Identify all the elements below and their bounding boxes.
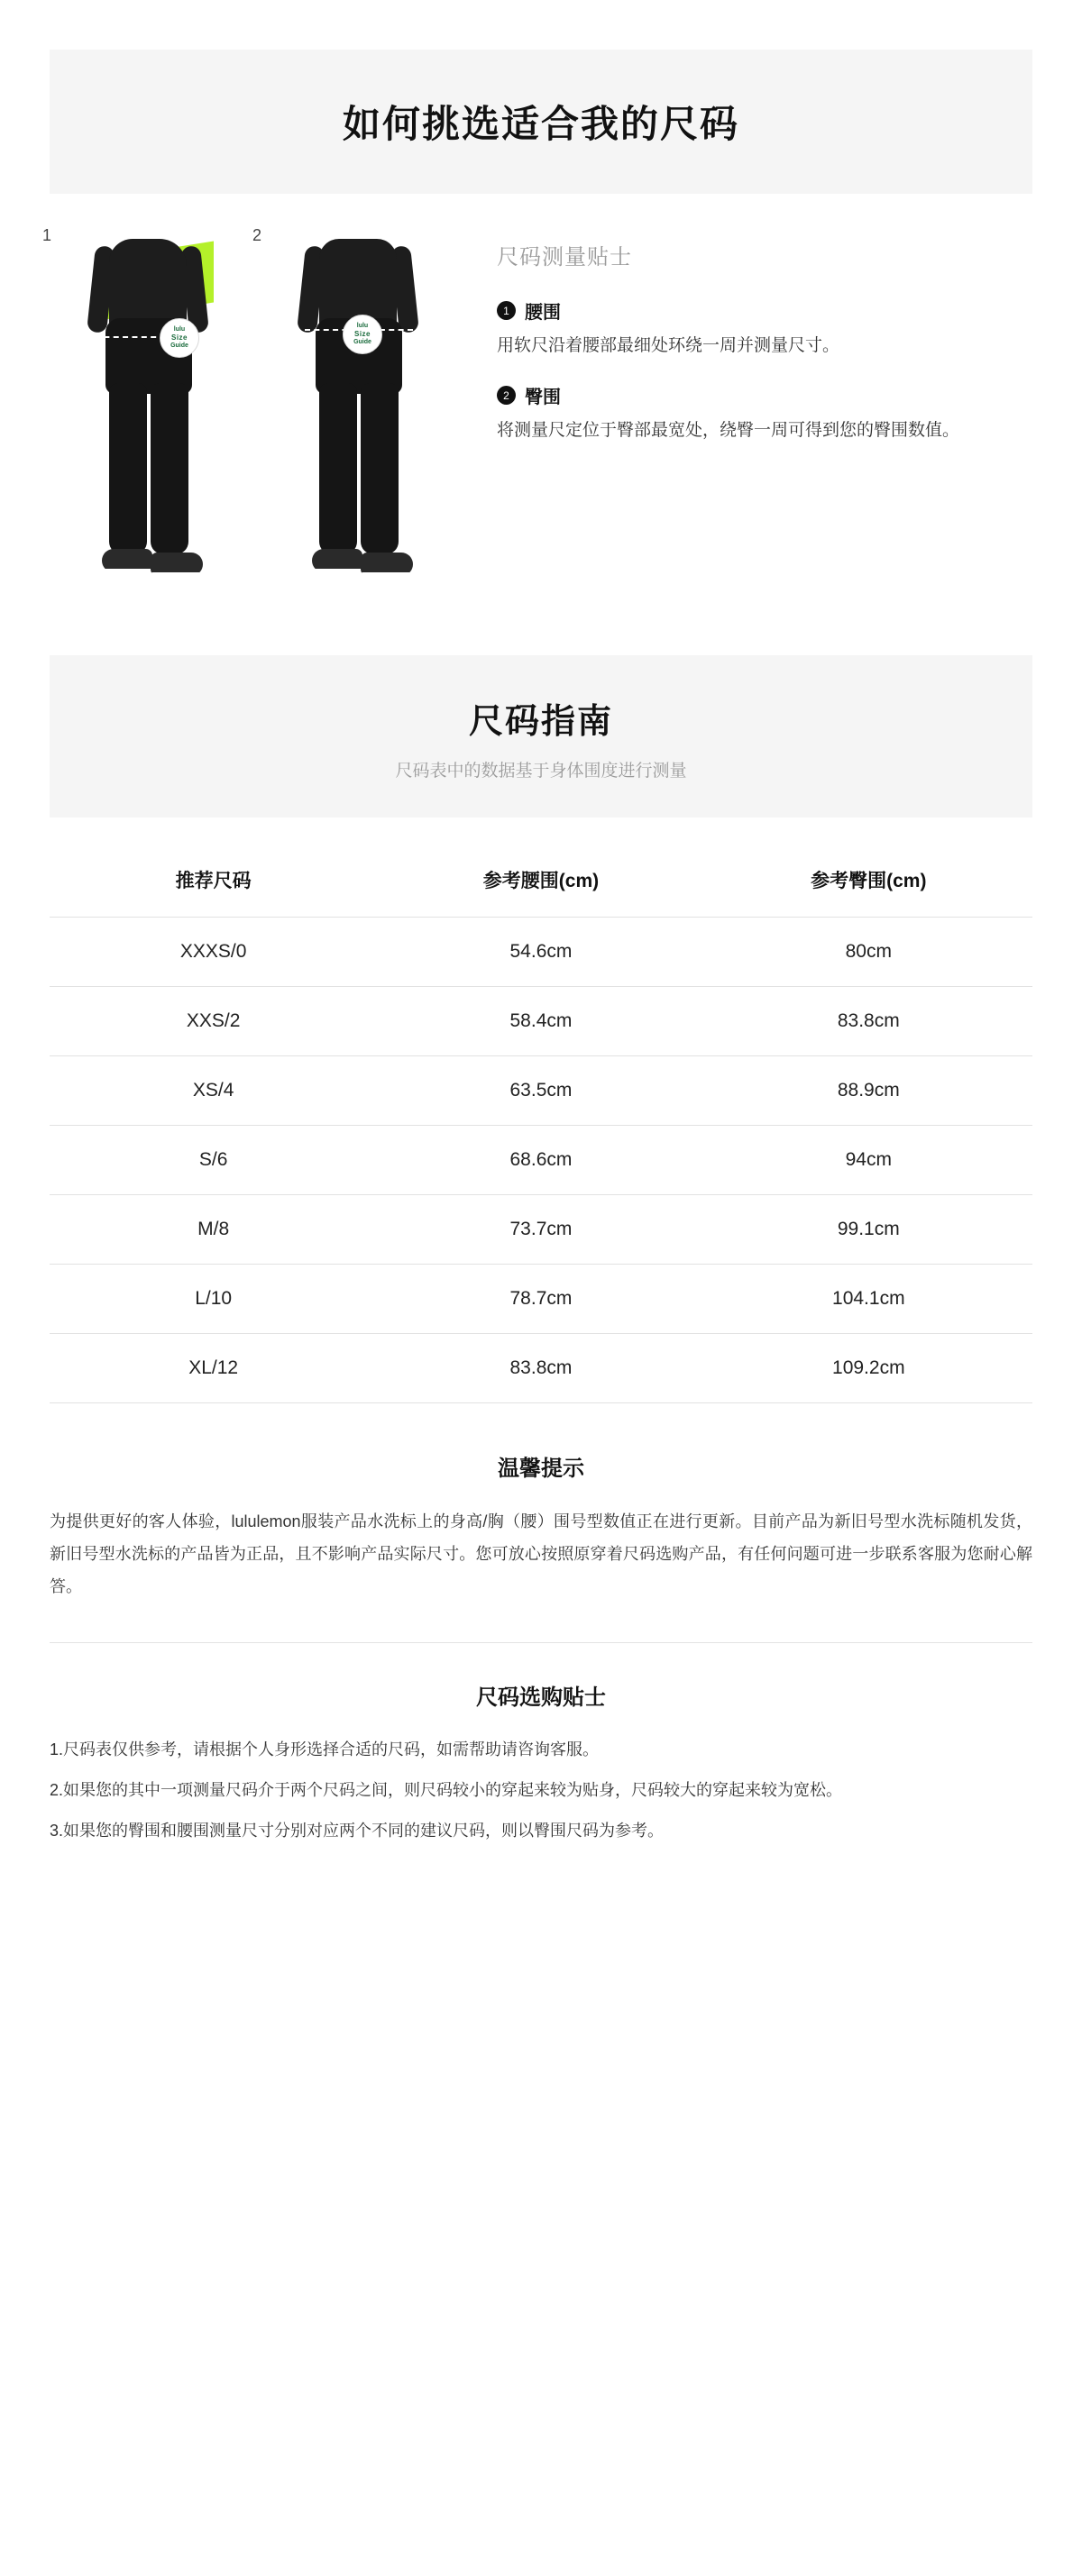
tip-text-hip: 将测量尺定位于臀部最宽处，绕臀一周可得到您的臀围数值。	[497, 421, 960, 441]
size-guide-badge-1	[160, 318, 199, 358]
cell-size: XXXS/0	[50, 918, 377, 987]
badge-mid-text-1: Size	[170, 333, 188, 343]
buying-tip-item: 3.如果您的臀围和腰围测量尺寸分别对应两个不同的建议尺码，则以臀围尺码为参考。	[50, 1822, 665, 1841]
cell-hip: 83.8cm	[705, 987, 1032, 1056]
model-image-1	[50, 232, 243, 610]
tip-label-hip: 臀围	[525, 388, 561, 408]
figure-front	[42, 226, 243, 610]
cell-waist: 83.8cm	[377, 1334, 704, 1403]
table-row	[50, 1334, 1032, 1403]
tip-number-badge-1: 1	[497, 301, 516, 320]
badge-bottom-text-2: Guide	[353, 338, 371, 345]
size-guide-subtitle: 尺码表中的数据基于身体围度进行测量	[395, 762, 687, 781]
badge-bottom-text-1: Guide	[170, 342, 188, 349]
tip-label-waist: 腰围	[525, 303, 561, 323]
cell-size: XL/12	[50, 1334, 377, 1403]
cell-hip: 80cm	[705, 918, 1032, 987]
size-table-head	[50, 854, 1032, 918]
notice-title: 温馨提示	[498, 1457, 584, 1481]
cell-hip: 94cm	[705, 1126, 1032, 1195]
cell-hip: 109.2cm	[705, 1334, 1032, 1403]
badge-mid-text-2: Size	[353, 330, 371, 339]
cell-waist: 78.7cm	[377, 1265, 704, 1334]
cell-waist: 63.5cm	[377, 1056, 704, 1126]
size-table-body	[50, 918, 1032, 1403]
table-row	[50, 1126, 1032, 1195]
column-header-hip: 参考臀围(cm)	[811, 871, 927, 891]
page-title: 如何挑选适合我的尺码	[342, 103, 739, 145]
measurement-tips-title: 尺码测量贴士	[497, 245, 632, 269]
table-row	[50, 918, 1032, 987]
tip-hip	[497, 382, 1032, 443]
cell-hip: 99.1cm	[705, 1195, 1032, 1265]
badge-top-text-1: lulu	[173, 326, 186, 333]
header-banner	[50, 50, 1032, 194]
tip-text-waist: 用软尺沿着腰部最细处环绕一周并测量尺寸。	[497, 336, 840, 355]
notice-section	[50, 1450, 1032, 1603]
figure-back	[252, 226, 454, 610]
column-header-waist: 参考腰围(cm)	[482, 871, 600, 891]
figure-1-number: 1	[42, 226, 52, 244]
buying-tips-title: 尺码选购贴士	[476, 1685, 606, 1710]
size-table-wrapper	[50, 854, 1032, 1403]
buying-tips-section	[50, 1679, 1032, 1847]
column-header-size: 推荐尺码	[175, 871, 252, 891]
cell-size: XXS/2	[50, 987, 377, 1056]
notice-body: 为提供更好的客人体验，lululemon服装产品水洗标上的身高/胸（腰）围号型数值正在进行更新。目前产品为新旧号型水洗标随机发货，新旧号型水洗标的产品皆为正品，且不影响产品实际尺寸。您可放心按照原穿着尺码选购产品，有任何问题可进一步联系客服为您耐心解答。	[50, 1512, 1032, 1595]
table-row	[50, 1265, 1032, 1334]
badge-top-text-2: lulu	[356, 323, 369, 330]
cell-size: XS/4	[50, 1056, 377, 1126]
size-guide-page	[0, 50, 1082, 1892]
size-guide-banner	[50, 655, 1032, 818]
size-guide-title: 尺码指南	[468, 703, 613, 741]
cell-size: L/10	[50, 1265, 377, 1334]
measurement-tips	[497, 232, 1032, 468]
model-image-2	[260, 232, 454, 610]
cell-waist: 73.7cm	[377, 1195, 704, 1265]
size-table	[50, 854, 1032, 1403]
cell-hip: 88.9cm	[705, 1056, 1032, 1126]
tip-waist	[497, 297, 1032, 359]
figure-2-number: 2	[252, 226, 262, 244]
size-guide-badge-2	[343, 315, 382, 354]
table-row	[50, 1056, 1032, 1126]
measurement-section	[42, 226, 1032, 610]
model-illustrations	[42, 226, 454, 610]
tip-number-badge-2: 2	[497, 386, 516, 405]
buying-tip-item: 1.尺码表仅供参考，请根据个人身形选择合适的尺码，如需帮助请咨询客服。	[50, 1740, 600, 1758]
table-header-row	[50, 854, 1032, 918]
cell-size: S/6	[50, 1126, 377, 1195]
cell-hip: 104.1cm	[705, 1265, 1032, 1334]
cell-size: M/8	[50, 1195, 377, 1265]
section-divider	[50, 1642, 1032, 1643]
table-row	[50, 987, 1032, 1056]
table-row	[50, 1195, 1032, 1265]
cell-waist: 54.6cm	[377, 918, 704, 987]
cell-waist: 58.4cm	[377, 987, 704, 1056]
buying-tip-item: 2.如果您的其中一项测量尺码介于两个尺码之间，则尺码较小的穿起来较为贴身，尺码较大的穿起来较为宽松。	[50, 1781, 843, 1800]
cell-waist: 68.6cm	[377, 1126, 704, 1195]
